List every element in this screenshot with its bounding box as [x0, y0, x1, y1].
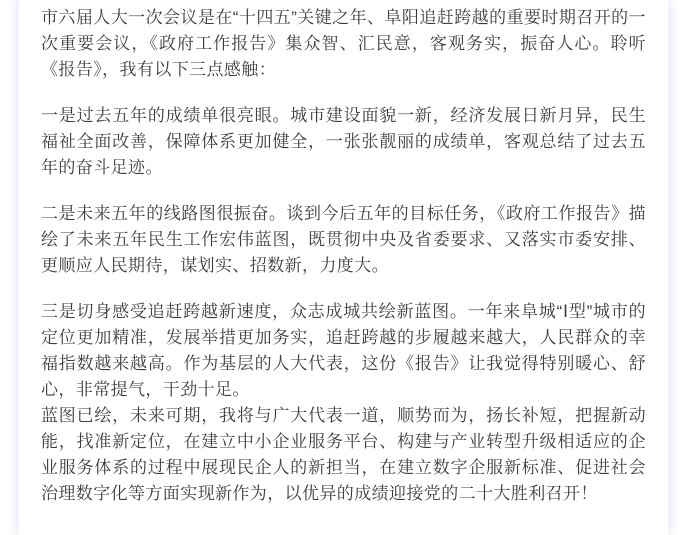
article-paragraph-point-3: 三是切身感受追赶跨越新速度，众志成城共绘新蓝图。一年来阜城“Ⅰ型”城市的定位更加精准，发展举措更加务实，追赶跨越的步履越来越大，人民群众的幸福指数越来越高。作为基层的人大代表，这份《报告》让我觉得特别暖心、舒心，非常提气，干劲十足。 [41, 302, 646, 399]
article-paragraph-point-1: 一是过去五年的成绩单很亮眼。城市建设面貌一新，经济发展日新月异，民生福祉全面改善，保障体系更加健全，一张张靓丽的成绩单，客观总结了过去五年的奋斗足迹。 [41, 106, 646, 177]
article-paragraph-conclusion: 蓝图已绘，未来可期，我将与广大代表一道，顺势而为，扬长补短，把握新动能，找准新定位，在建立中小企业服务平台、构建与产业转型升级相适应的企业服务体系的过程中展现民企人的新担当，在建立数字企服新标准、促进社会治理数字化等方面实现新作为，以优异的成绩迎接党的二十大胜利召开！ [41, 406, 646, 503]
article-paragraph-point-2: 二是未来五年的线路图很振奋。谈到今后五年的目标任务，《政府工作报告》描绘了未来五年民生工作宏伟蓝图，既贯彻中央及省委要求、又落实市委安排、更顺应人民期待，谋划实、招数新，力度大。 [41, 204, 646, 275]
article-paragraph-intro: 市六届人大一次会议是在“十四五”关键之年、阜阳追赶跨越的重要时期召开的一次重要会议，《政府工作报告》集众智、汇民意，客观务实，振奋人心。聆听《报告》，我有以下三点感触： [41, 8, 646, 79]
article-card [18, 0, 669, 535]
